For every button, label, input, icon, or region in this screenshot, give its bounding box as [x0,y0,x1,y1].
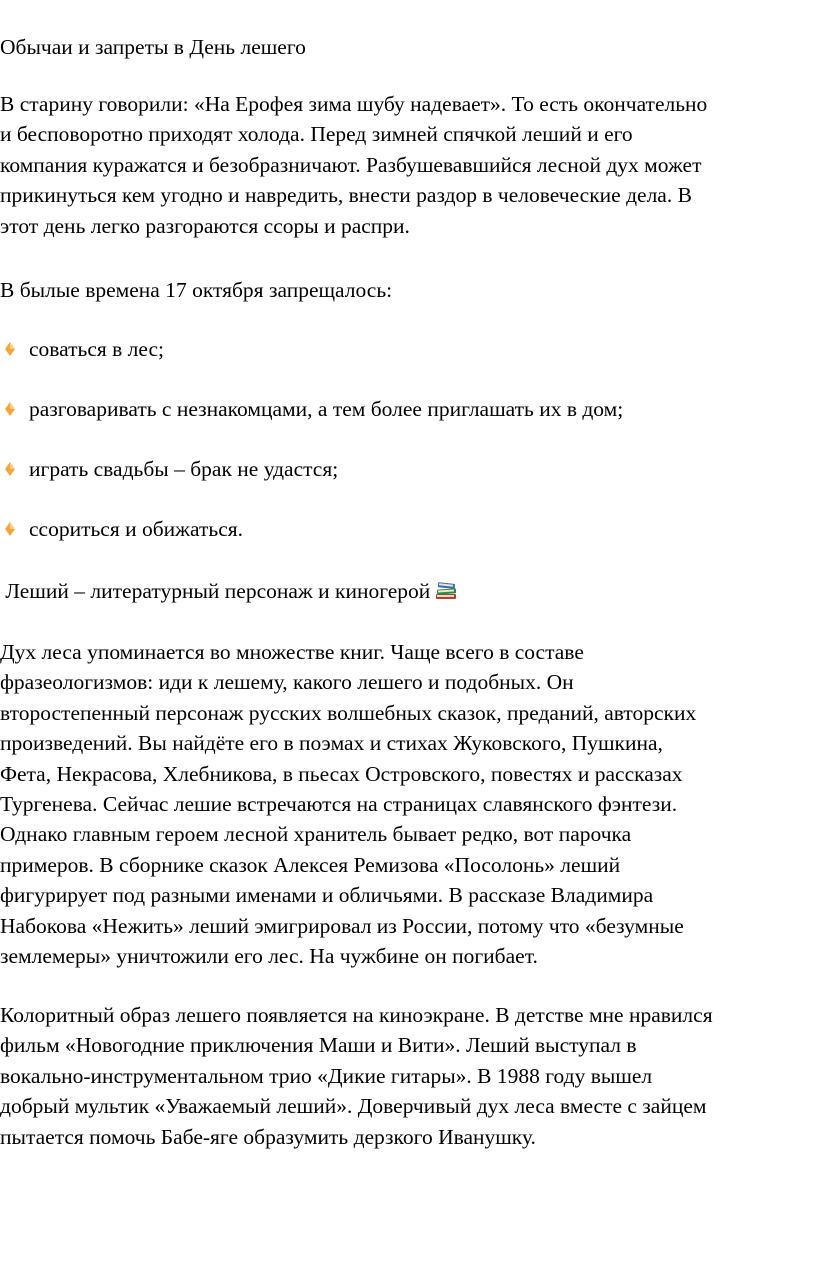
text-line: Фета, Некрасова, Хлебникова, в пьесах Островского, повестях и рассказах [0,761,683,786]
text-line: добрый мультик «Уважаемый леший». Доверчивый дух леса вместе с зайцем [0,1094,707,1119]
film-paragraph [0,1000,816,1152]
text-line: фильм «Новогодние приключения Маши и Вити». Леший выступал в [0,1033,637,1058]
text-line: компания куражатся и безобразничают. Разбушевавшийся лесной дух может [0,152,702,177]
ban-intro: В былые времена 17 октября запрещалось: [0,278,393,302]
ban-list-item [0,334,164,364]
text-line: произведений. Вы найдёте его в поэмах и стихах Жуковского, Пушкина, [0,731,663,756]
text-line: пытается помочь Бабе-яге образумить дерзкого Иванушку. [0,1124,536,1149]
intro-paragraph [0,89,816,241]
ban-text: соваться в лес; [29,337,165,361]
orange-diamond-icon [4,401,16,417]
text-line: Однако главным героем лесной хранитель бывает редко, вот парочка [0,822,632,847]
text-line: Набокова «Нежить» леший эмигрировал из России, потому что «безумные [0,913,684,938]
text-line: примеров. В сборнике сказок Алексея Ремизова «Посолонь» леший [0,852,621,877]
ban-list-item [0,454,338,484]
ban-list-item [0,514,243,544]
text-line: Тургенева. Сейчас лешие встречаются на страницах славянского фэнтези. [0,791,678,816]
text-line: В старину говорили: «На Ерофея зима шубу надевает». То есть окончательно [0,92,708,116]
orange-diamond-icon [4,341,16,357]
orange-diamond-icon [4,461,16,477]
ban-text: разговаривать с незнакомцами, а тем более приглашать их в дом; [29,397,624,421]
text-line: землемеры» уничтожили его лес. На чужбине он погибает. [0,943,538,968]
text-line: и бесповоротно приходят холода. Перед зимней спячкой леший и его [0,122,633,147]
text-line: этот день легко разгораются ссоры и распри. [0,213,410,238]
text-line: Колоритный образ лешего появляется на киноэкране. В детстве мне нравился [0,1003,713,1027]
literature-paragraph [0,637,816,971]
text-line: фигурирует под разными именами и обличьями. В рассказе Владимира [0,883,654,908]
ban-list-item [0,394,623,424]
ban-text: играть свадьбы – брак не удастся; [29,457,339,481]
text-line: прикинуться кем угодно и навредить, внести раздор в человеческие дела. В [0,183,692,208]
books-icon [434,579,458,601]
orange-diamond-icon [4,521,16,537]
section-heading: Обычаи и запреты в День лешего [0,35,306,59]
text-line: вокально-инструментальном трио «Дикие гитары». В 1988 году вышел [0,1063,653,1088]
ban-text: ссориться и обижаться. [29,517,244,541]
subheading [0,576,458,606]
text-line: Дух леса упоминается во множестве книг. Чаще всего в составе [0,640,584,664]
text-line: второстепенный персонаж русских волшебных сказок, преданий, авторских [0,700,697,725]
text-line: фразеологизмов: иди к лешему, какого лешего и подобных. Он [0,670,574,695]
subheading-text: Леший – литературный персонаж и киногерой [0,579,431,603]
